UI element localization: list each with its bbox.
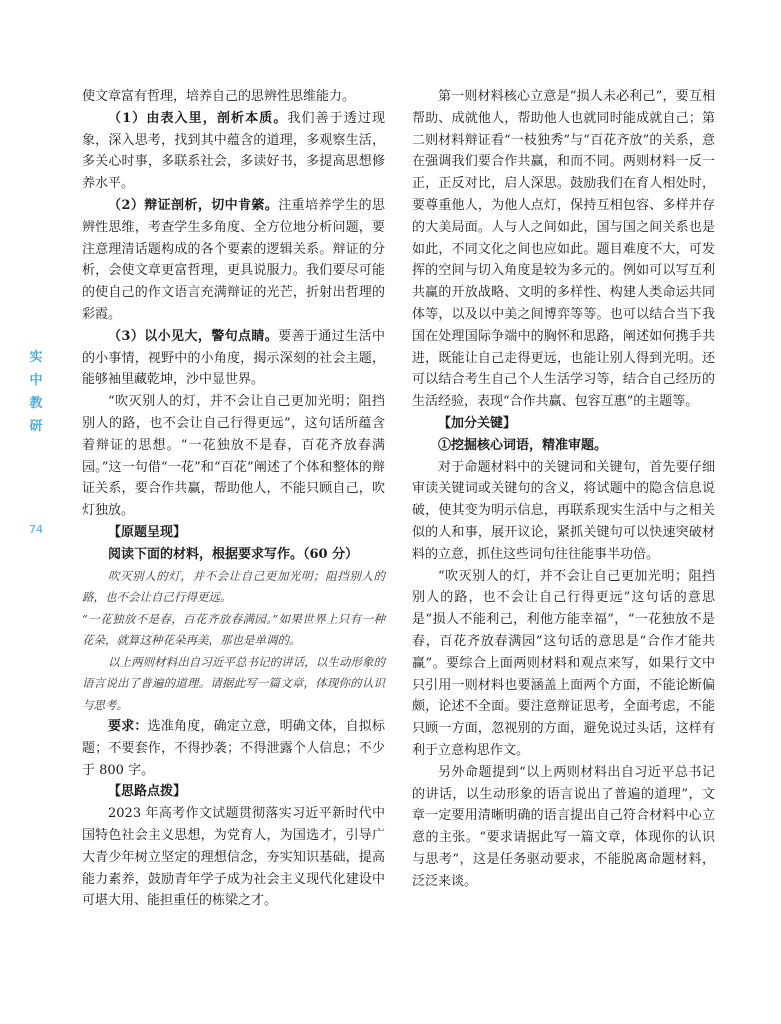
sidebar-char: 实 xyxy=(29,350,43,365)
section-heading-tips: 【思路点拨】 xyxy=(108,784,187,800)
point-heading: （1）由表入里，剖析本质。 xyxy=(108,110,288,126)
point-heading: （2）辩证剖析，切中肯綮。 xyxy=(108,197,279,213)
subheading: ①挖掘核心词语，精准审题。 xyxy=(438,437,608,453)
paragraph: 对于命题材料中的关键词和关键句，首先要仔细审读关键词或关键句的含义，将试题中的隐含信息说破，使其变为明示信息，再联系现实生活中与之相关似的人和事，展开议论，紧抓关键句可以快速突破材料的立意，抓住这些词句往往能事半功倍。 xyxy=(412,459,715,562)
paragraph: “吹灭别人的灯，并不会让自己更加光明；阻挡别人的路，也不会让自己行得更远”，这句话所蕴含着辩证的思想。“一花独放不是春，百花齐放春满园。”这一句借“一花”和“百花”阐述了个体和整体的辩证关系，要合作共赢，帮助他人，不能只顾自己，吹灯独放。 xyxy=(82,394,385,519)
paragraph xyxy=(82,108,385,195)
paragraph: 第一则材料核心立意是“损人未必利己”，要互相帮助、成就他人，帮助他人也就同时能成就自己；第二则材料辩证看“一枝独秀”与“百花齐放”的关系，意在强调我们要合作共赢，和而不同。两则材料一反一正，正反对比，启人深思。鼓励我们在育人相处时，要尊重他人，为他人点灯，保持互相包容、多样并存的大美局面。人与人之间如此，国与国之间关系也是如此，不同文化之间也应如此。题目难度不大，可发挥的空间与切入角度是较为多元的。例如可以写互利共赢的开放战略、文明的多样性、构建人类命运共同体等，以及以中美之间博弈等等。也可以结合当下我国在处理国际争端中的胸怀和思路，阐述如何携手共进，既能让自己走得更远，也能让别人得到光明。还可以结合考生自己个人生活学习等，结合自己经历的生活经验，表现“合作共赢、包容互惠”的主题等。 xyxy=(412,89,715,410)
sidebar-char: 教 xyxy=(29,396,43,411)
sidebar-char: 中 xyxy=(29,373,43,388)
material-quote: 吹灭别人的灯，并不会让自己更加光明；阻挡别人的路，也不会让自己行得更远。 xyxy=(82,568,385,605)
point-text: 我们善于透过现象，深入思考，找到其中蕴含的道理，多观察生活，多关心时事，多联系社会，多读好书，多提高思想修养水平。 xyxy=(82,110,385,192)
page-number: 74 xyxy=(29,523,43,536)
paragraph: 2023 年高考作文试题贯彻落实习近平新时代中国特色社会主义思想，为党育人，为国选才，引导广大青少年树立坚定的理想信念，夯实知识基础，提高能力素养，鼓励青年学子成为社会主义现代化建设中可堪大用、能担重任的栋梁之才。 xyxy=(82,806,385,909)
material-quote: “一花独放不是春，百花齐放春满园。”如果世界上只有一种花朵，就算这种花朵再美，那也是单调的。 xyxy=(82,611,385,648)
paragraph: 使文章富有哲理，培养自己的思辨性思维能力。 xyxy=(82,89,356,104)
right-column xyxy=(412,86,715,892)
prompt-instruction: 阅读下面的材料，根据要求写作。（60 分） xyxy=(108,546,359,562)
paragraph xyxy=(82,195,385,326)
section-heading-original: 【原题呈现】 xyxy=(108,524,187,540)
sidebar-char: 研 xyxy=(29,419,43,434)
point-heading: （3）以小见大，警句点睛。 xyxy=(108,328,279,344)
section-heading-bonus: 【加分关键】 xyxy=(438,415,517,431)
left-column xyxy=(82,86,385,912)
requirements-text: 选准角度，确定立意，明确文体，自拟标题；不要套作，不得抄袭；不得泄露个人信息；不少于 800 字。 xyxy=(82,719,385,778)
paragraph: “吹灭别人的灯，并不会让自己更加光明；阻挡别人的路，也不会让自己行得更远”这句话的意思是“损人不能利己，利他方能幸福”，“一花独放不是春，百花齐放春满园”这句话的意思是“合作才能共赢”。要综合上面两则材料和观点来写，如果行文中只引用一则材料也要涵盖上面两个方面，不能论断偏颇，论述不全面。要注意辩证思考，全面考虑，不能只顾一方面，忽视别的方面，避免说过头话，这样有利于立意构思作文。 xyxy=(412,568,715,758)
point-text: 要善于通过生活中的小事情，视野中的小角度，揭示深刻的社会主题，能够袖里藏乾坤，沙中显世界。 xyxy=(82,328,385,388)
paragraph: 另外命题提到“以上两则材料出自习近平总书记的讲话，以生动形象的语言说出了普遍的道理”，文章一定要用清晰明确的语言提出自己符合材料中心立意的主张。“要求请据此写一篇文章，体现你的认识与思考”，这是任务驱动要求，不能脱离命题材料，泛泛来谈。 xyxy=(412,764,715,889)
requirements-label: 要求： xyxy=(108,719,148,735)
paragraph xyxy=(82,326,385,391)
point-text: 注重培养学生的思辨性思维，考查学生多角度、全方位地分析问题，要注意理清话题构成的各个要素的逻辑关系。辩证的分析，会使文章更富哲理，更具说服力。我们要尽可能的使自己的作文语言充满辩证的光芒，折射出哲理的彩霞。 xyxy=(82,197,385,322)
material-quote: 以上两则材料出自习近平总书记的讲话，以生动形象的语言说出了普遍的道理。请据此写一篇文章，体现你的认识与思考。 xyxy=(82,654,385,712)
sidebar-column-label xyxy=(26,346,46,438)
requirements xyxy=(82,716,385,781)
